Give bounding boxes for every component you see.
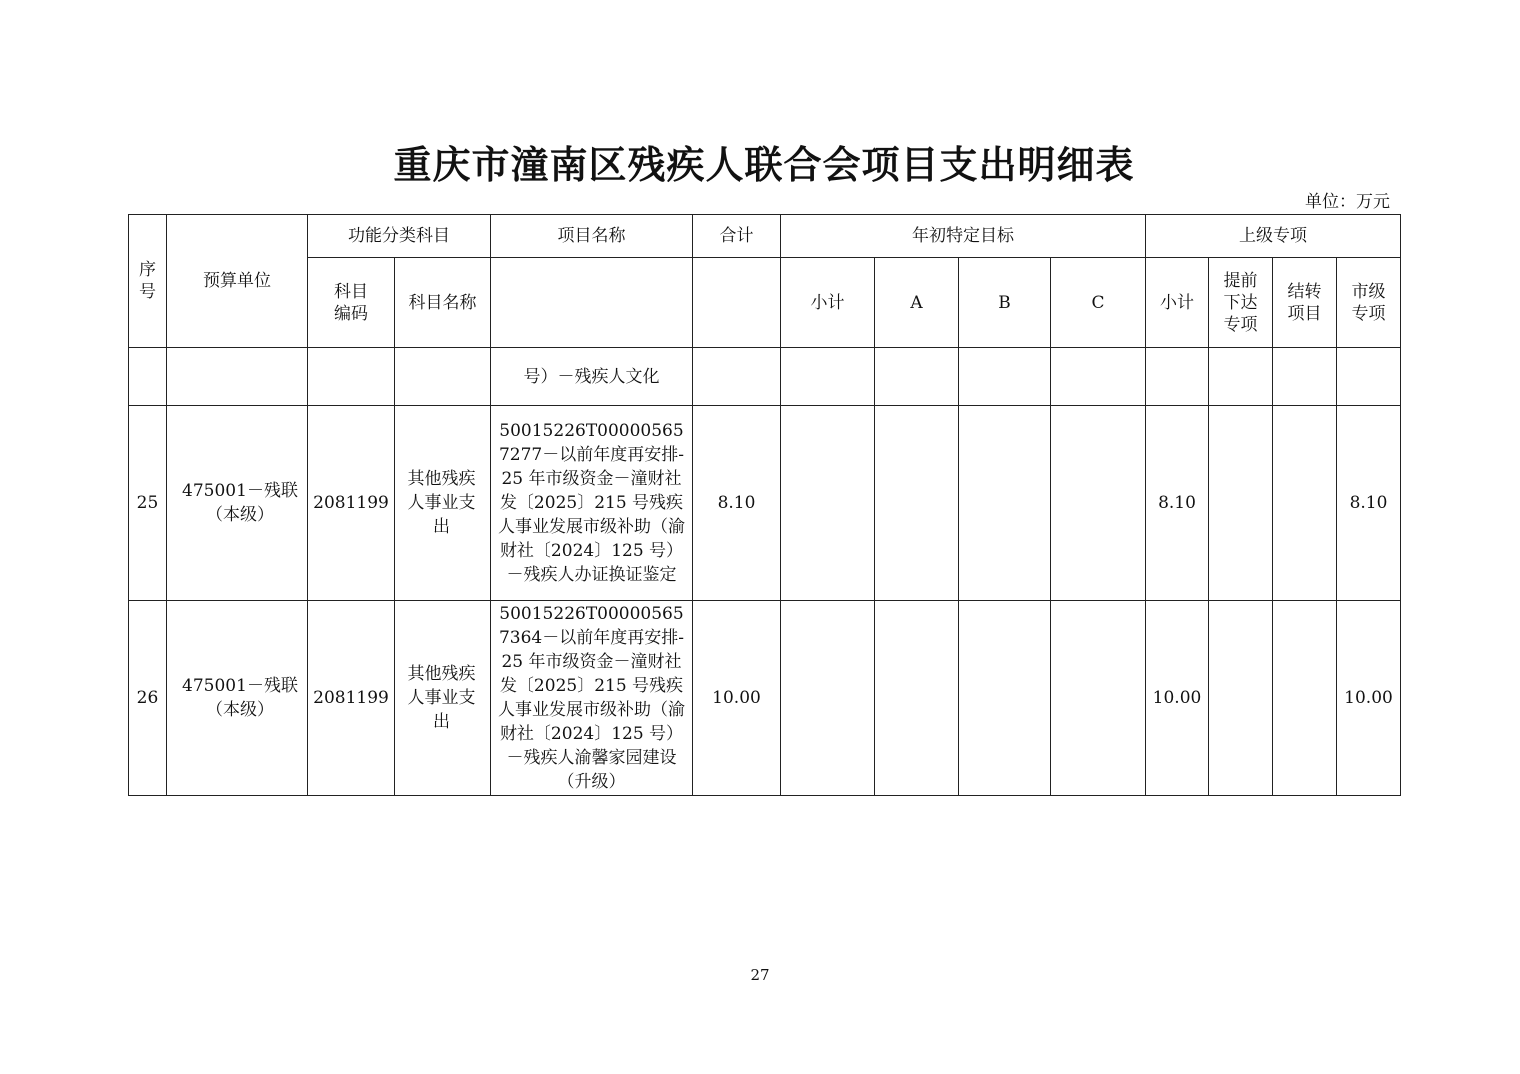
row-advance [1209, 601, 1273, 796]
header-a: A [875, 258, 959, 348]
continuation-project: 号）－残疾人文化 [491, 348, 693, 406]
expense-table [128, 214, 1401, 796]
header-advance-special: 提前 下达 专项 [1209, 258, 1273, 348]
row-target-subtotal [781, 406, 875, 601]
header-subject-code: 科目 编码 [308, 258, 395, 348]
row-budget-unit: 475001－残联 （本级） [167, 406, 308, 601]
row-subject-code: 2081199 [308, 601, 395, 796]
row-superior-subtotal: 8.10 [1146, 406, 1209, 601]
header-row-2 [129, 258, 1401, 348]
row-seq: 26 [129, 601, 167, 796]
row-subject-name: 其他残疾人事业支出 [395, 406, 491, 601]
row-target-subtotal [781, 601, 875, 796]
row-carryover [1273, 406, 1337, 601]
header-subject-name: 科目名称 [395, 258, 491, 348]
row-subject-name: 其他残疾人事业支出 [395, 601, 491, 796]
row-b [959, 406, 1051, 601]
row-city-special: 10.00 [1337, 601, 1401, 796]
unit-label: 单位：万元 [1305, 192, 1390, 212]
row-advance [1209, 406, 1273, 601]
row-c [1051, 406, 1146, 601]
header-b: B [959, 258, 1051, 348]
header-superior-subtotal: 小计 [1146, 258, 1209, 348]
row-superior-subtotal: 10.00 [1146, 601, 1209, 796]
row-project-name: 50015226T000005657277－以前年度再安排-25 年市级资金－潼财社发〔2025〕215 号残疾人事业发展市级补助（渝财社〔2024〕125 号）－残疾人办证换证鉴定 [491, 406, 693, 601]
header-superior-special: 上级专项 [1146, 215, 1401, 258]
page-title: 重庆市潼南区残疾人联合会项目支出明细表 [393, 142, 1135, 187]
header-row-1 [129, 215, 1401, 258]
table-row [129, 601, 1401, 796]
header-c: C [1051, 258, 1146, 348]
row-subject-code: 2081199 [308, 406, 395, 601]
row-budget-unit: 475001－残联 （本级） [167, 601, 308, 796]
header-budget-unit: 预算单位 [167, 215, 308, 348]
header-carryover-project: 结转 项目 [1273, 258, 1337, 348]
row-a [875, 406, 959, 601]
row-total: 8.10 [693, 406, 781, 601]
row-a [875, 601, 959, 796]
header-project-name-blank [491, 258, 693, 348]
row-total: 10.00 [693, 601, 781, 796]
continuation-row [129, 348, 1401, 406]
row-project-name: 50015226T000005657364－以前年度再安排-25 年市级资金－潼财社发〔2025〕215 号残疾人事业发展市级补助（渝财社〔2024〕125 号）－残疾人渝馨家园建设（升级） [491, 601, 693, 796]
header-initial-target: 年初特定目标 [781, 215, 1146, 258]
row-carryover [1273, 601, 1337, 796]
page-number: 27 [750, 966, 770, 984]
row-b [959, 601, 1051, 796]
row-c [1051, 601, 1146, 796]
header-total: 合计 [693, 215, 781, 258]
header-function-category: 功能分类科目 [308, 215, 491, 258]
table-row [129, 406, 1401, 601]
header-city-special: 市级 专项 [1337, 258, 1401, 348]
row-seq: 25 [129, 406, 167, 601]
header-total-blank [693, 258, 781, 348]
header-target-subtotal: 小计 [781, 258, 875, 348]
header-seq: 序 号 [129, 215, 167, 348]
row-city-special: 8.10 [1337, 406, 1401, 601]
header-project-name: 项目名称 [491, 215, 693, 258]
